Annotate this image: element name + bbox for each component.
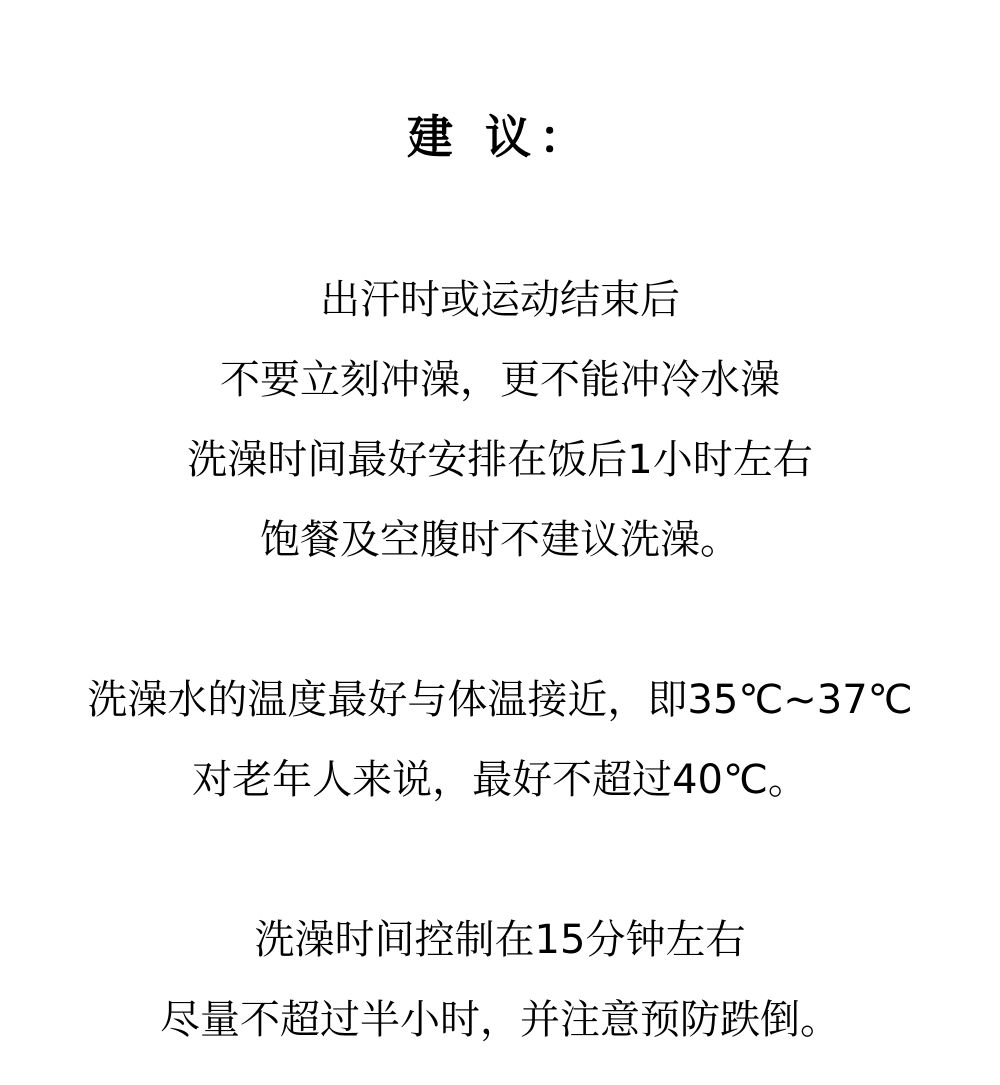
body-line: 洗澡时间最好安排在饭后1小时左右 xyxy=(187,437,813,483)
paragraph-water-temperature xyxy=(0,660,1000,820)
body-line: 不要立刻冲澡，更不能冲冷水澡 xyxy=(220,357,780,403)
page-title: 建 议： xyxy=(406,110,593,164)
paragraph-shower-duration xyxy=(0,900,1000,1060)
body-line: 对老年人来说，最好不超过40℃。 xyxy=(192,757,808,803)
paragraph-shower-timing xyxy=(0,260,1000,580)
body-line: 出汗时或运动结束后 xyxy=(320,277,680,323)
body-line: 洗澡时间控制在15分钟左右 xyxy=(254,917,746,963)
body-line: 饱餐及空腹时不建议洗澡。 xyxy=(260,517,740,563)
body-line: 洗澡水的温度最好与体温接近，即35℃~37℃ xyxy=(87,677,913,723)
body-line: 尽量不超过半小时，并注意预防跌倒。 xyxy=(160,997,840,1043)
